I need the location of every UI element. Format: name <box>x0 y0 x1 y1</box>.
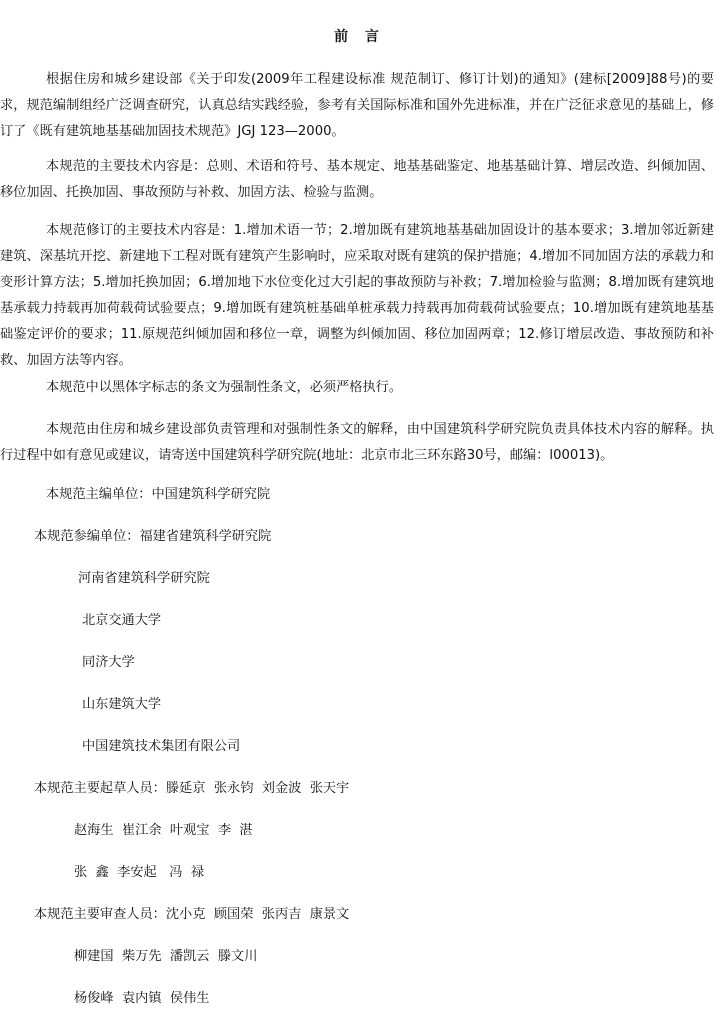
drafters-line: 张 鑫 李安起 冯 禄 <box>74 865 205 880</box>
paragraph-revisions: 本规范修订的主要技术内容是：1.增加术语一节；2.增加既有建筑地基基础加固设计的基本要求；3.增加邻近新建建筑、深基坑开挖、新建地下工程对既有建筑产生影响时，应采取对既有建筑的保护措施；4.增加不同加固方法的承载力和变形计算方法；5.增加托换加固；6.增加地下水位变化过大引起的事故预防与补救；7.增加检验与监测；8.增加既有建筑地基承载力持载再加荷载荷试验要点；9.增加既有建筑桩基础单桩承载力持载再加荷载荷试验要点；10.增加既有建筑地基基础鉴定评价的要求；11.原规范纠倾加固和移位一章，调整为纠倾加固、移位加固两章；12.修订增层改造、事故预防和补救、加固方法等内容。 <box>0 223 714 368</box>
page-title: 前 言 <box>334 29 385 45</box>
participant-unit: 北京交通大学 <box>82 613 162 628</box>
drafters-label-line: 本规范主要起草人员：滕延京 张永钧 刘金波 张天宇 <box>34 781 350 796</box>
participants-label-line: 本规范参编单位：福建省建筑科学研究院 <box>34 529 272 544</box>
reviewers-line: 柳建国 柴万先 潘凯云 滕文川 <box>74 949 258 964</box>
participant-unit: 同济大学 <box>82 655 135 670</box>
paragraph-main-content: 本规范的主要技术内容是：总则、术语和符号、基本规定、地基基础鉴定、地基基础计算、增层改造、纠倾加固、移位加固、托换加固、事故预防与补救、加固方法、检验与监测。 <box>0 159 714 200</box>
participant-unit: 河南省建筑科学研究院 <box>78 571 210 586</box>
reviewers-line: 杨俊峰 袁内镇 侯伟生 <box>74 991 210 1006</box>
chief-editor-line: 本规范主编单位：中国建筑科学研究院 <box>46 487 271 502</box>
participant-unit: 山东建筑大学 <box>82 697 162 712</box>
paragraph-management: 本规范由住房和城乡建设部负责管理和对强制性条文的解释，由中国建筑科学研究院负责具体技术内容的解释。执行过程中如有意见或建议，请寄送中国建筑科学研究院(地址：北京市北三环东路30号，邮编：l00013)。 <box>0 422 714 463</box>
paragraph-basis: 根据住房和城乡建设部《关于印发(2009年工程建设标准 规范制订、修订计划)的通知》(建标[2009]88号)的要求，规范编制组经广泛调查研究，认真总结实践经验，参考有关国际标准和国外先进标准，并在广泛征求意见的基础上，修订了《既有建筑地基基础加固技术规范》JGJ 123—2000。 <box>0 72 714 139</box>
participant-unit: 中国建筑技术集团有限公司 <box>82 739 241 754</box>
reviewers-label-line: 本规范主要审查人员：沈小克 顾国荣 张丙吉 康景文 <box>34 907 350 922</box>
paragraph-mandatory: 本规范中以黑体字标志的条文为强制性条文，必须严格执行。 <box>46 380 403 395</box>
drafters-line: 赵海生 崔江余 叶观宝 李 湛 <box>74 823 253 838</box>
